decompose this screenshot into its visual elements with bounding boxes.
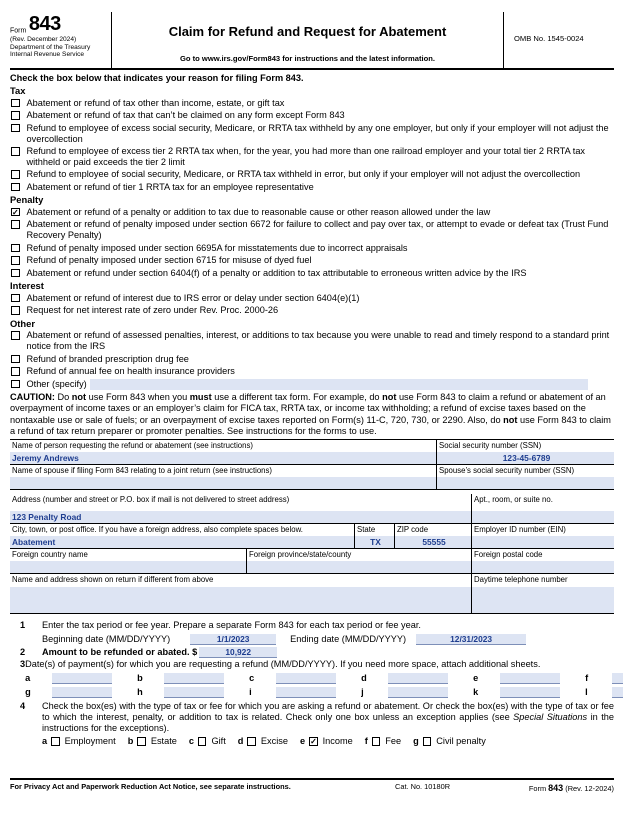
tax-type-letter: a [42,736,48,746]
line-4-text-part: in the instructions for the exceptions). [42,711,614,733]
form-number: 843 [28,13,61,35]
tax-option-label: Refund to employee of excess social security, Medicare, or RRTA tax withheld by any one employer, but only if your employer will not adjust the overcollection [26,122,609,144]
payment-date-letter: c [249,672,255,683]
line-4 [10,701,614,747]
tax-option-checkbox[interactable] [11,111,20,120]
zip-field[interactable]: 55555 [395,536,471,548]
foreign-province-field[interactable] [247,561,471,573]
payment-date-item [473,687,585,698]
payment-dates-row-1 [25,673,623,684]
payment-date-item [25,673,137,684]
phone-field[interactable] [472,587,614,613]
tax-option-label: Abatement or refund of tier 1 RRTA tax for an employee representative [26,181,314,192]
line-2 [10,647,614,658]
penalty-option-label: Refund of penalty imposed under section 6695A for misstatements due to incorrect appraisals [26,242,408,253]
section-interest-title: Interest [10,280,44,292]
tax-option-checkbox[interactable] [11,147,20,156]
payment-date-item [137,673,249,684]
tax-type-checkbox[interactable] [51,737,60,746]
state-field[interactable]: TX [355,536,394,548]
penalty-option-row [10,219,614,241]
caution-emph: not [382,391,397,402]
revision-date: (Rev. December 2024) [10,36,77,43]
caution-part: Do [54,391,72,402]
payment-date-field[interactable] [52,687,112,698]
tax-option-label: Abatement or refund of tax other than income, estate, or gift tax [26,97,285,108]
foreign-country-label: Foreign country name [12,550,88,560]
spouse-ssn-label: Spouse’s social security number (SSN) [439,466,575,475]
payment-date-item [361,673,473,684]
payment-dates-row-2 [25,687,623,698]
tax-type-option [300,736,353,747]
form-title: Claim for Refund and Request for Abatement [168,24,447,39]
line-number: 1 [20,619,26,630]
amount-label: Amount to be refunded or abated. $ [42,646,198,657]
name-field[interactable]: Jeremy Andrews [10,452,436,464]
line-1-text: Enter the tax period or fee year. Prepare a separate Form 843 for each tax period or fee year. [42,619,421,630]
payment-date-field[interactable] [388,687,448,698]
end-date-field[interactable]: 12/31/2023 [416,634,526,645]
payment-date-field[interactable] [164,673,224,684]
payment-date-item [473,673,585,684]
zip-label: ZIP code [397,524,429,534]
tax-type-option [128,736,177,747]
caution-part: use Form 843 to claim a refund of tax return preparer or promoter penalties. See instructions for the forms to use. [10,414,611,437]
tax-type-option [238,736,288,747]
agency: Internal Revenue Service [10,51,85,59]
other-option-label: Abatement or refund of assessed penalties, interest, or additions to tax because you were unable to read and timely respond to a standard print notice from the IRS [26,330,610,352]
tax-type-option [365,736,401,747]
instructions-link[interactable]: Go to www.irs.gov/Form843 for instructions and the latest information. [180,53,435,63]
penalty-option-checkbox[interactable] [11,269,20,278]
foreign-province-label: Foreign province/state/county [249,550,352,560]
tax-type-option [189,736,226,747]
tax-type-label: Employment [64,736,116,746]
catalog-number: Cat. No. 10180R [395,782,451,791]
numbered-lines [10,620,614,747]
tax-option-checkbox[interactable] [11,99,20,108]
other-options [10,330,614,377]
interest-option-checkbox[interactable] [11,306,20,315]
penalty-option-checkbox[interactable] [11,256,20,265]
other-specify-checkbox[interactable] [11,380,20,389]
address-label: Address (number and street or P.O. box if mail is not delivered to street address) [12,495,290,505]
tax-type-letter: b [127,736,134,746]
city-field[interactable]: Abatement [10,536,354,548]
line-1 [10,620,614,645]
payment-date-letter: a [25,672,31,683]
caution-part: use Form 843 when you [86,391,190,402]
address-field[interactable]: 123 Penalty Road [10,511,471,523]
section-other-title: Other [10,317,36,329]
line-4-text-italic: Special Situations [513,711,588,722]
other-specify-row [10,379,614,390]
caution-part: use Form 843 to claim a refund or abatement of an overpayment of income taxes or an employer’s claim for FICA tax, RRTA tax, or income tax withholding; a refund of excise taxes based on the nontaxable use or sale of fuels; or an overpayment of excise taxes reported on Form(s) 11-C, 720, 730, or 2290. Also, do [10,391,606,425]
ssn-field[interactable]: 123-45-6789 [437,452,614,464]
apt-field[interactable] [472,511,614,523]
title-block [112,12,504,68]
other-option-row [10,330,614,352]
footer-revision: (Rev. 12-2024) [563,784,614,793]
payment-date-field[interactable] [52,673,112,684]
penalty-option-checkbox[interactable] [11,244,20,253]
interest-option-row [10,305,614,316]
caution-emph: not [71,391,87,402]
tax-option-checkbox[interactable] [11,124,20,133]
payment-date-letter: e [473,672,479,683]
interest-option-row [10,293,614,304]
begin-date-field[interactable]: 1/1/2023 [190,634,276,645]
payment-date-field[interactable] [388,673,448,684]
spouse-ssn-field[interactable] [437,477,614,489]
foreign-postal-field[interactable] [472,561,614,573]
interest-options [10,293,614,316]
other-specify-input[interactable] [90,379,588,390]
line-3-text: Date(s) of payment(s) for which you are requesting a refund (MM/DD/YYYY). If you need more space, attach additional sheets. [25,658,541,669]
tax-type-label: Fee [385,736,402,746]
tax-option-label: Abatement or refund of tax that can’t be claimed on any form except Form 843 [26,110,345,121]
payment-date-item [137,687,249,698]
penalty-option-label: Abatement or refund of a penalty or addition to tax due to reasonable cause or other reason allowed under the law [26,206,491,217]
tax-type-letter: c [188,736,194,746]
line-number: 2 [20,646,26,657]
tax-option-label: Refund to employee of excess tier 2 RRTA tax when, for the year, you had more than one railroad employer and your total tier 2 RRTA tax withheld or paid exceeds the tier 2 limit [26,146,586,168]
ssn-label: Social security number (SSN) [439,440,542,450]
other-option-row [10,354,614,365]
line-number: 3 [20,658,26,669]
caution-text [10,392,614,440]
penalty-option-row [10,268,614,279]
tax-type-checkbox[interactable]: ✓ [310,737,317,747]
tax-type-checkbox[interactable] [198,737,207,746]
foreign-postal-label: Foreign postal code [474,550,543,560]
department: Department of the Treasury [10,43,91,51]
apt-label: Apt., room, or suite no. [474,495,553,505]
tax-type-checkbox[interactable] [372,737,381,746]
form-footer-id [507,783,614,794]
form-id-block [10,12,112,68]
penalty-option-label: Abatement or refund of penalty imposed under section 6672 for failure to collect and pay over tax, or attempt to evade or defeat tax (Trust Fund Recovery Penalty) [26,219,609,241]
amount-field[interactable]: 10,922 [199,647,277,658]
tax-type-label: Gift [211,736,226,746]
tax-type-letter: d [237,736,244,746]
payment-date-letter: g [25,686,31,697]
different-name-label: Name and address shown on return if different from above [12,575,214,585]
city-label: City, town, or post office. If you have a foreign address, also complete spaces below. [12,524,303,534]
phone-label: Daytime telephone number [474,575,568,585]
tax-option-row [10,123,614,145]
caution-emph: must [189,391,212,402]
other-option-checkbox[interactable] [11,367,20,376]
penalty-option-row [10,207,614,218]
form-843 [10,12,614,747]
section-penalty-title: Penalty [10,194,44,206]
tax-options [10,98,614,193]
ein-label: Employer ID number (EIN) [474,524,566,534]
tax-type-checkbox[interactable] [247,737,256,746]
interest-option-label: Request for net interest rate of zero under Rev. Proc. 2000-26 [26,305,279,316]
payment-date-item [585,673,623,684]
other-option-checkbox[interactable] [11,355,20,364]
interest-option-checkbox[interactable] [11,294,20,303]
penalty-options [10,207,614,279]
payment-date-field[interactable] [500,673,560,684]
payment-date-letter: i [249,686,252,697]
tax-option-row [10,98,614,109]
tax-type-letter: f [364,736,368,746]
line-3 [10,659,614,698]
spouse-name-field[interactable] [10,477,436,489]
payment-date-letter: h [137,686,143,697]
tax-type-checkbox[interactable] [137,737,146,746]
interest-option-label: Abatement or refund of interest due to IRS error or delay under section 6404(e)(1) [26,292,360,303]
other-option-checkbox[interactable] [11,331,20,340]
payment-date-item [249,673,361,684]
tax-type-label: Estate [150,736,177,746]
taxpayer-info-grid [10,440,614,614]
caution-part: use a different tax form. For example, do [211,391,383,402]
payment-date-field[interactable] [164,687,224,698]
tax-type-label: Civil penalty [436,736,486,746]
payment-date-item [585,687,623,698]
payment-date-field[interactable] [276,673,336,684]
payment-date-item [361,687,473,698]
payment-date-letter: b [137,672,143,683]
other-option-label: Refund of branded prescription drug fee [26,353,189,364]
footer-form-number: 843 [548,783,564,793]
omb-number: OMB No. 1545-0024 [514,34,584,43]
other-option-label: Refund of annual fee on health insurance providers [26,366,235,377]
penalty-option-checkbox[interactable] [11,220,20,229]
payment-date-field[interactable] [612,673,623,684]
tax-option-label: Refund to employee of social security, Medicare, or RRTA tax withheld in error, but only if your employer will not adjust the overcollection [26,169,581,180]
begin-date-label: Beginning date (MM/DD/YYYY) [42,633,171,644]
form-word: Form [10,27,27,35]
tax-type-letter: g [413,736,419,746]
payment-date-letter: d [361,672,367,683]
state-label: State [357,524,376,534]
penalty-option-checkbox[interactable]: ✓ [12,207,19,217]
line-4-text [42,701,614,734]
check-heading: Check the box below that indicates your reason for filing Form 843. [10,73,304,83]
spouse-name-label: Name of spouse if filing Form 843 relating to a joint return (see instructions) [12,466,273,475]
penalty-option-row [10,243,614,254]
tax-option-row [10,146,614,168]
tax-option-row [10,182,614,193]
tax-type-checkbox[interactable] [423,737,432,746]
tax-option-checkbox[interactable] [11,183,20,192]
tax-option-row [10,110,614,121]
form-footer [10,778,614,794]
tax-type-label: Excise [260,736,288,746]
foreign-country-field[interactable] [10,561,246,573]
end-date-label: Ending date (MM/DD/YYYY) [290,633,407,644]
payment-date-item [25,687,137,698]
section-tax-title: Tax [10,85,26,97]
footer-form-word: Form [528,784,549,793]
privacy-notice: For Privacy Act and Paperwork Reduction Act Notice, see separate instructions. [10,782,291,791]
caution-label: CAUTION: [10,391,55,402]
name-label: Name of person requesting the refund or abatement (see instructions) [12,440,253,450]
payment-date-field[interactable] [500,687,560,698]
other-specify-label: Other (specify) [26,378,87,389]
caution-emph: not [503,414,518,425]
line-4-text-part: Check the box(es) with the type of tax or fee for which you are asking a refund or abatement. Or check the box(es) with the type of tax or fee to which the interest, penalty, or addition to tax is related. Check only one box unless an exception applies (see [42,700,614,722]
payment-date-letter: l [585,686,588,697]
payment-date-field[interactable] [612,687,623,698]
penalty-option-row [10,255,614,266]
payment-date-letter: j [361,686,364,697]
penalty-option-label: Refund of penalty imposed under section 6715 for misuse of dyed fuel [26,255,312,266]
tax-option-checkbox[interactable] [11,170,20,179]
ein-field[interactable] [472,536,614,548]
tax-type-label: Income [322,736,353,746]
payment-date-field[interactable] [276,687,336,698]
penalty-option-label: Abatement or refund under section 6404(f) of a penalty or addition to tax attributable to erroneous written advice by the IRS [26,267,527,278]
payment-date-letter: k [473,686,479,697]
tax-option-row [10,169,614,180]
tax-type-option [42,736,116,747]
payment-date-item [249,687,361,698]
tax-type-letter: e [299,736,306,746]
form-header [10,12,614,70]
payment-date-letter: f [585,672,589,683]
different-name-field[interactable] [10,587,471,613]
line-number: 4 [20,700,26,711]
tax-type-option [413,736,486,747]
other-option-row [10,366,614,377]
tax-type-options [42,736,614,747]
